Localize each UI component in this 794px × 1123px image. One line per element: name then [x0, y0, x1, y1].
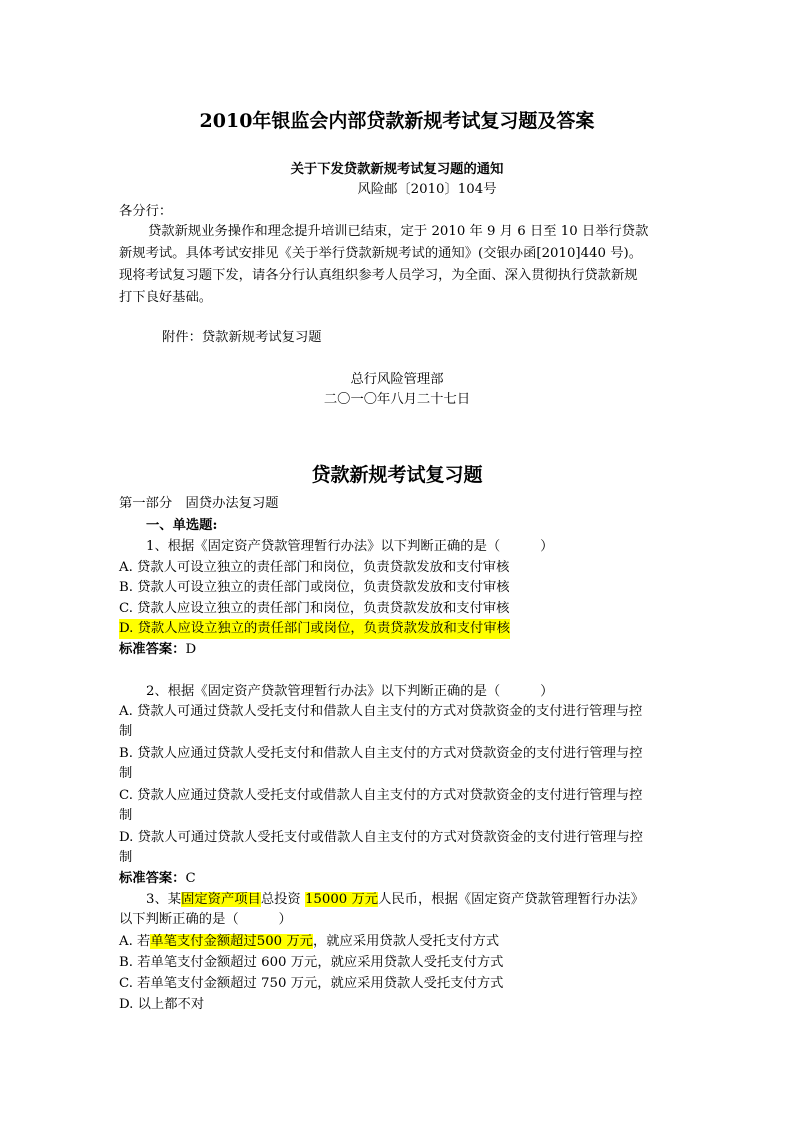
subpart-heading: 一、单选题:: [146, 518, 218, 533]
question-3-option-d: D. 以上都不对: [119, 997, 205, 1012]
answer-value: D: [185, 642, 197, 657]
question-2-option-a-cont: 制: [119, 724, 133, 739]
question-1-stem: 1、根据《固定资产贷款管理暂行办法》以下判断正确的是（ ）: [146, 539, 554, 554]
answer-label: 标准答案：: [119, 871, 186, 886]
question-3-stem: [146, 890, 644, 910]
document-title: 2010年银监会内部贷款新规考试复习题及答案: [199, 110, 595, 132]
question-1-option-d: D. 贷款人应设立独立的责任部门或岗位，负责贷款发放和支付审核: [119, 619, 510, 639]
notice-body-line-3: 现将考试复习题下发，请各分行认真组织参考人员学习，为全面、深入贯彻执行贷款新规: [119, 268, 638, 283]
highlight-single-payment: 单笔支付金额超过: [150, 934, 257, 949]
attachment-line: 附件：贷款新规考试复习题: [162, 330, 322, 345]
question-2-option-c: C. 贷款人应通过贷款人受托支付或借款人自主支付的方式对贷款资金的支付进行管理与控: [119, 788, 643, 803]
notice-reference: 风险邮〔2010〕104号: [357, 182, 497, 197]
question-1-option-b: B. 贷款人可设立独立的责任部门或岗位，负责贷款发放和支付审核: [119, 580, 510, 595]
question-3-option-c: C. 若单笔支付金额超过 750 万元，就应采用贷款人受托支付方式: [119, 976, 504, 991]
notice-title: 关于下发贷款新规考试复习题的通知: [290, 162, 504, 177]
question-2-option-b-cont: 制: [119, 766, 133, 781]
highlight-500: 500 万元: [256, 934, 313, 949]
question-2-option-b: B. 贷款人应通过贷款人受托支付和借款人自主支付的方式对贷款资金的支付进行管理与控: [119, 746, 643, 761]
stem-text: 3、某: [146, 892, 182, 907]
notice-body-line-2: 新规考试。具体考试安排见《关于举行贷款新规考试的通知》(交银办函[2010]440 号)。: [119, 246, 642, 261]
question-3-option-a: [119, 932, 499, 952]
salutation: 各分行：: [119, 204, 173, 219]
question-1-answer: [119, 640, 196, 660]
option-text: A. 若: [119, 934, 151, 949]
question-3-option-b: B. 若单笔支付金额超过 600 万元，就应采用贷款人受托支付方式: [119, 955, 504, 970]
option-text: ，就应采用贷款人受托支付方式: [312, 934, 500, 949]
question-2-option-d: D. 贷款人可通过贷款人受托支付或借款人自主支付的方式对贷款资金的支付进行管理与控: [119, 830, 643, 845]
question-2-answer: [119, 869, 196, 889]
question-1-option-c: C. 贷款人应设立独立的责任部门和岗位，负责贷款发放和支付审核: [119, 601, 510, 616]
section-title: 贷款新规考试复习题: [311, 464, 483, 486]
question-1-option-a: A. 贷款人可设立独立的责任部门和岗位，负责贷款发放和支付审核: [119, 560, 510, 575]
question-2-option-d-cont: 制: [119, 850, 133, 865]
answer-label: 标准答案：: [119, 642, 186, 657]
notice-body-line-4: 打下良好基础。: [119, 290, 213, 305]
question-2-stem: 2、根据《固定资产贷款管理暂行办法》以下判断正确的是（ ）: [146, 684, 554, 699]
stem-text: 人民币，根据《固定资产贷款管理暂行办法》: [378, 892, 645, 907]
part-heading: 第一部分 固贷办法复习题: [119, 496, 279, 511]
highlight-amount: 15000 万元: [304, 892, 379, 907]
stem-text: 总投资: [260, 892, 305, 907]
answer-value: C: [185, 871, 196, 886]
signer: 总行风险管理部: [350, 372, 444, 387]
highlight-project: 固定资产项目: [181, 892, 261, 907]
question-2-option-a: A. 贷款人可通过贷款人受托支付和借款人自主支付的方式对贷款资金的支付进行管理与控: [119, 704, 643, 719]
question-2-option-c-cont: 制: [119, 808, 133, 823]
notice-body-line-1: 贷款新规业务操作和理念提升培训已结束，定于 2010 年 9 月 6 日至 10 日举行贷款: [148, 224, 649, 239]
issue-date: 二〇一〇年八月二十七日: [323, 392, 471, 407]
question-3-stem-cont: 以下判断正确的是（ ）: [119, 912, 292, 927]
